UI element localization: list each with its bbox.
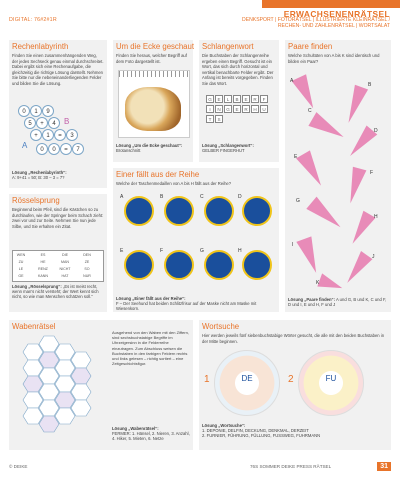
letter-cell: H [251, 105, 259, 113]
schlangenwort-text: Die Buchstaben der Schlangenreihe ergeben einen Begriff. Gesucht ist ein Wort, das sich durch horizontal und vertikal benachbarte Felder ergibt. Der Anfang ist bereits vorgegeben. Finden Sie das Wort. [202, 53, 274, 86]
ecke-title: Um die Ecke geschaut [116, 42, 195, 51]
medals-area [118, 192, 276, 292]
letter-cell: E [215, 95, 223, 103]
puzzle-number-1: 1 [204, 374, 210, 385]
bread-icon [125, 87, 181, 131]
wheel-center-1: DE [241, 374, 253, 383]
seal-medal-icon [242, 196, 272, 226]
letter-cell: G [224, 105, 232, 113]
letter-cell: N [215, 105, 223, 113]
puzzle-number-2: 2 [288, 374, 294, 385]
solution-text: FERMER: 1. Hänsel, 2. Nieren, 3. Anzahl, 4. Hiker, 5. Mieten, 6. Netze [112, 431, 190, 442]
solution-label: Lösung „Wortsuche“: [202, 423, 246, 428]
medal-label: F [160, 248, 164, 254]
letter-cell: T [206, 115, 214, 123]
reihe-text: Welche der Taschenmedaillen von A bis H fällt aus der Reihe? [116, 181, 232, 186]
syllable-cell: DEN [83, 253, 91, 257]
school-cone-icon [296, 236, 323, 275]
seal-medal-icon [164, 196, 194, 226]
cone-label: J [372, 254, 375, 260]
syllable-cell: LE [18, 267, 24, 271]
medal-label: A [120, 194, 124, 200]
syllable-cell: GE [18, 274, 24, 278]
syllable-cell: ZU [18, 260, 24, 264]
school-cone-icon [292, 74, 321, 112]
syllable-cell: ES [40, 253, 46, 257]
letter-cell: I [206, 105, 214, 113]
reihe-solution [116, 296, 276, 312]
hex-cell: = [54, 129, 66, 141]
cone-label: A [290, 78, 294, 84]
syllable-cell: KANN [38, 274, 48, 278]
digital-code: DIGITAL: 76#2#1R [9, 17, 57, 23]
hex-cell: 9 [42, 105, 54, 117]
seal-medal-icon [204, 196, 234, 226]
cone-label: G [296, 198, 300, 204]
rechenlabyrinth-title: Rechenlabyrinth [12, 42, 69, 51]
medal-label: B [160, 194, 164, 200]
seal-medal-icon [164, 250, 194, 280]
seal-medal-icon [204, 250, 234, 280]
hex-cell: 5 [24, 117, 36, 129]
letter-cell: E [233, 105, 241, 113]
wabenraetsel-text: Ausgehend von den Waben mit den Ziffern, sind sechsbuchstabige Begriffe im Uhrzeigersinn in die Felderreihe einzutragen. Zum Abschluss weisen die Buchstaben in den farbigen Feldern rechts und links gelesen – richtig sortiert – eine Zeitgeschichtsfigur. [112, 330, 189, 367]
school-cone-icon [345, 125, 378, 160]
medal-label: C [200, 194, 204, 200]
hex-cell: = [60, 143, 72, 155]
syllable-cell: RENZ [38, 267, 48, 271]
cone-label: D [374, 128, 378, 134]
syllable-cell: NICHT [59, 267, 71, 271]
school-cone-icon [342, 251, 373, 287]
solution-label: Lösung „Einer fällt aus der Reihe“: [116, 296, 186, 301]
schlangenwort-title: Schlangenwort [202, 42, 254, 51]
rechenlabyrinth-text: Finden Sie einen zusammenhängenden Weg, der jedes Sechseck genau einmal durchschreitet. Dabei ergibt sich eine Rechenaufgabe, die gleichzeitig die richtige Lösung darstellt. Nehmen Sie bitte nur die nebeneinanderliegenden Felder und bilden Sie die Lösung. [12, 53, 104, 86]
cone-label: B [368, 82, 372, 88]
syllable-cell: HAT [61, 274, 69, 278]
roesselsprung-title: Rösselsprung [12, 196, 60, 205]
spiral-binding-icon [119, 71, 189, 77]
wabenraetsel-solution [112, 426, 190, 442]
solution-label: Lösung „Paare finden“: [288, 297, 335, 302]
roesselsprung-text: Beginnend beim Pfeil, sind die Kästchen so zu durchlaufen, wie der Springer beim Schach zieht: zwei vor und zur Seite. Nehmen Sie nun jede Silbe, und Sie erhalten ein Zitat. [12, 207, 104, 229]
reihe-title: Einer fällt aus der Reihe [116, 170, 200, 179]
hex-cell: 7 [72, 143, 84, 155]
hex-cell: 0 [18, 105, 30, 117]
ecke-text: Finden Sie heraus, welcher Begriff auf dem Foto dargestellt ist. [116, 53, 187, 64]
wortsuche-puzzles [204, 348, 388, 416]
cone-label: F [370, 170, 374, 176]
solution-text: A: 9+41 = 50; B: 30 – 3 = 7? [12, 175, 65, 181]
wheel-center-2: FU [325, 374, 337, 383]
honeycomb-grid [14, 334, 110, 440]
hex-cell: 1 [42, 129, 54, 141]
hex-cell: + [36, 117, 48, 129]
solution-line-2: 2. FURNIER, FÜHRUNG, FÜLLUNG, FUSSWEG, FUHRMANN [202, 433, 321, 439]
category-line-2: RECHEN- UND ZAHLENRÄTSEL | WORTSALAT [277, 23, 390, 30]
paare-title: Paare finden [288, 42, 333, 51]
ecke-solution [116, 143, 190, 153]
school-cone-icon [342, 85, 368, 125]
medal-label: G [200, 248, 204, 254]
letter-cell: U [260, 105, 268, 113]
solution-text: „Es ist meist recht, wenn man's nicht versteht; der Wert kennt sich nicht, so wie man Menschen schätzen soll.“ [12, 284, 99, 300]
hex-cell: 1 [30, 105, 42, 117]
schlangenwort-solution [202, 143, 276, 153]
category-line-1: DENKSPORT | FOTORÄTSEL | ILLUSTRIERTE KLEINRÄTSEL / [242, 17, 390, 23]
solution-label: Lösung „Um die Ecke geschaut“: [116, 143, 183, 148]
solution-label: Lösung „Wabenrätsel“: [112, 426, 159, 431]
syllable-cell: MAN [61, 260, 69, 264]
hex-cell: 0 [48, 143, 60, 155]
rechenlabyrinth-solution [12, 170, 104, 180]
syllable-cell: SO [84, 267, 90, 271]
label-b: B [64, 117, 70, 126]
seal-medal-icon [242, 250, 272, 280]
roesselsprung-grid [12, 250, 104, 282]
letter-cell: R [242, 105, 250, 113]
solution-text: F – Der Seehund hat beiden Schlitzfrisur auf der Maske nicht am Maske mit Wiesenkorn. [116, 301, 257, 312]
paare-text: Welche Schultüten von A bis K sind identisch und bilden ein Paar? [288, 53, 380, 64]
medal-label: D [238, 194, 242, 200]
hex-cell: 0 [36, 143, 48, 155]
section-title: ERWACHSENENRÄTSEL [283, 9, 390, 19]
school-cone-icon [344, 167, 367, 205]
letter-cell: G [206, 95, 214, 103]
letter-cell: R [251, 95, 259, 103]
solution-text: A und G, B und K, C und F, D und I, E und H, F und J [288, 297, 387, 308]
cone-label: I [292, 242, 294, 248]
footer-publication: 76S SOMMER DEIKE PRESS RÄTSEL [250, 464, 332, 469]
header-accent-bar [262, 0, 400, 8]
school-cone-icon [346, 211, 375, 247]
solution-label: Lösung „Schlangenwort“: [202, 143, 254, 148]
school-cone-icon [306, 197, 345, 234]
roesselsprung-solution [12, 284, 104, 300]
bread-photo [118, 70, 190, 138]
syllable-cell: NUR [83, 274, 91, 278]
syllable-cell: WEN [16, 253, 26, 257]
solution-label: Lösung „Rechenlabyrinth“: [12, 170, 67, 175]
school-cone-icon [308, 112, 347, 144]
solution-label: Lösung „Rösselsprung“: [12, 284, 62, 289]
letter-cell: B [233, 95, 241, 103]
syllable-cell: DIE [62, 253, 68, 257]
cone-label: C [308, 108, 312, 114]
schlangenwort-grid [206, 95, 276, 135]
syllable-cell: HE [40, 260, 46, 264]
letter-cell: S [215, 115, 223, 123]
hex-cell: 3 [66, 129, 78, 141]
hex-cell: 4 [48, 117, 60, 129]
cone-label: E [294, 154, 298, 160]
school-cone-icon [317, 273, 344, 294]
wortsuche-solution [202, 423, 388, 439]
seal-medal-icon [124, 196, 154, 226]
solution-text: GELBER FINGERHUT [202, 148, 245, 154]
rechenlabyrinth-grid [16, 103, 96, 163]
cone-label: H [374, 214, 378, 220]
footer-copyright: © DEIKE [9, 464, 28, 469]
cones-area [288, 72, 388, 298]
letter-cell: F [260, 95, 268, 103]
category-list [200, 17, 390, 30]
medal-label: E [120, 248, 124, 254]
wortsuche-text: Hier werden jeweils fünf siebenbuchstabige Wörter gesucht, die alle mit den beiden Buchstaben in der Mitte beginnen. [202, 333, 385, 344]
seal-medal-icon [124, 250, 154, 280]
paare-solution [288, 297, 388, 307]
page-number: 31 [377, 462, 391, 471]
letter-cell: L [224, 95, 232, 103]
solution-text: Brotanschnitt [116, 148, 141, 154]
wortsuche-title: Wortsuche [202, 322, 240, 331]
letter-cell: E [242, 95, 250, 103]
wabenraetsel-title: Wabenrätsel [12, 322, 56, 331]
solution-line-1: 1. DEPONIE, DELFIN, DECKUNG, DENKMAL, DERZEIT [202, 428, 309, 434]
hex-cell: + [30, 129, 42, 141]
school-cone-icon [296, 150, 328, 189]
cone-label: K [316, 280, 320, 286]
medal-label: H [238, 248, 242, 254]
syllable-cell: ZE [84, 260, 90, 264]
label-a: A [22, 141, 28, 150]
